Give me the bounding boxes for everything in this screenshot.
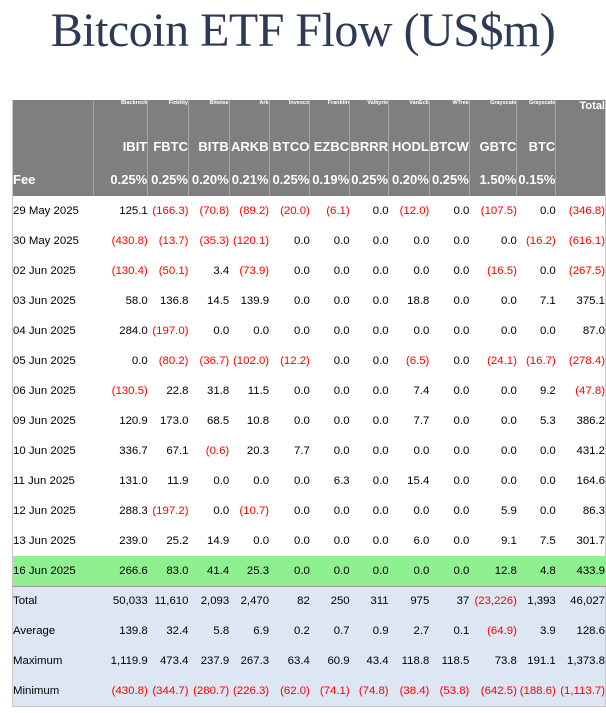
- total-header: Total: [556, 100, 606, 130]
- summary-total: (1,113.7): [556, 676, 606, 706]
- flow-value: 0.0: [333, 505, 350, 517]
- flow-value: 0.0: [453, 415, 470, 427]
- flow-value: 7.1: [539, 295, 556, 307]
- ticker-corner: [13, 130, 94, 162]
- summary-value: (344.7): [148, 676, 189, 706]
- issuer-label: Valkyrie: [350, 100, 389, 130]
- flow-value: 0.0: [501, 475, 517, 487]
- flow-value: (20.0): [280, 205, 310, 217]
- flow-value: 25.2: [166, 535, 189, 547]
- summary-value: 6.9: [229, 616, 269, 646]
- page-title: Bitcoin ETF Flow (US$m): [50, 4, 556, 57]
- flow-value: 266.6: [93, 556, 148, 586]
- summary-value: (188.6): [517, 676, 556, 706]
- flow-value: 0.0: [333, 355, 350, 367]
- table-row: [13, 526, 606, 556]
- flow-value: 0.0: [372, 355, 389, 367]
- issuer-label: Invesco: [269, 100, 310, 130]
- flow-value: 0.0: [372, 535, 389, 547]
- issuer-label: Grayscale: [517, 100, 556, 130]
- flow-value: (197.2): [152, 505, 189, 517]
- flow-value: 0.0: [372, 265, 389, 277]
- row-total: (267.5): [568, 265, 605, 277]
- table-row: [13, 406, 606, 436]
- summary-value: 250: [310, 586, 350, 616]
- summary-value: (53.8): [429, 676, 469, 706]
- flow-value: 120.9: [119, 415, 148, 427]
- flow-value: 0.0: [269, 556, 310, 586]
- issuer-label: VanEck: [389, 100, 430, 130]
- fee-value: 0.19%: [310, 162, 350, 196]
- fee-value: 0.25%: [269, 162, 310, 196]
- flow-value: 0.0: [413, 505, 430, 517]
- ticker-label: BTCW: [429, 130, 469, 162]
- summary-value: 267.3: [229, 646, 269, 676]
- row-total: (278.4): [568, 355, 605, 367]
- fee-value: 0.21%: [229, 162, 269, 196]
- flow-value: 5.9: [501, 505, 517, 517]
- flow-value: 0.0: [501, 385, 517, 397]
- flow-value: 0.0: [453, 475, 470, 487]
- fee-value: 0.25%: [350, 162, 389, 196]
- flow-value: 0.0: [333, 535, 350, 547]
- flow-value: 14.5: [207, 295, 230, 307]
- flow-value: 67.1: [166, 445, 189, 457]
- table-row: [13, 286, 606, 316]
- flow-value: (102.0): [233, 355, 270, 367]
- summary-row: [13, 616, 606, 646]
- flow-value: 0.0: [453, 355, 470, 367]
- row-total: 86.3: [582, 505, 605, 517]
- flow-value: (107.5): [480, 205, 517, 217]
- flow-value: (430.8): [111, 235, 148, 247]
- row-date: 11 Jun 2025: [13, 475, 75, 487]
- ticker-label: BTC: [517, 130, 556, 162]
- flow-value: 336.7: [119, 445, 148, 457]
- row-date: 12 Jun 2025: [13, 505, 76, 517]
- flow-value: 0.0: [413, 265, 430, 277]
- table-body: [13, 100, 606, 706]
- flow-value: (36.7): [199, 355, 230, 367]
- flow-value: 0.0: [333, 265, 350, 277]
- row-total: 433.9: [556, 556, 606, 586]
- flow-value: 68.5: [207, 415, 230, 427]
- flow-value: 0.0: [293, 265, 310, 277]
- flow-value: 0.0: [293, 505, 310, 517]
- flow-value: 0.0: [539, 445, 556, 457]
- flow-value: 136.8: [159, 295, 189, 307]
- flow-value: 20.3: [246, 445, 270, 457]
- flow-value: 9.1: [501, 535, 517, 547]
- ticker-label: FBTC: [148, 130, 189, 162]
- flow-value: 0.0: [539, 265, 556, 277]
- flow-value: (73.9): [239, 265, 270, 277]
- summary-value: 311: [350, 586, 389, 616]
- summary-value: (430.8): [93, 676, 148, 706]
- row-total: 164.6: [576, 475, 605, 487]
- fee-value: 1.50%: [469, 162, 517, 196]
- flow-value: 0.0: [372, 415, 389, 427]
- summary-value: (280.7): [188, 676, 229, 706]
- flow-value: 0.0: [389, 556, 430, 586]
- fee-value: 0.20%: [389, 162, 430, 196]
- summary-value: 1,393: [517, 586, 556, 616]
- summary-label: Maximum: [13, 646, 94, 676]
- flow-value: 0.0: [501, 325, 517, 337]
- fee-value: 0.15%: [517, 162, 556, 196]
- issuer-label: Franklin: [310, 100, 350, 130]
- summary-value: 2,470: [229, 586, 269, 616]
- flow-value: 288.3: [119, 505, 148, 517]
- summary-value: 5.8: [188, 616, 229, 646]
- row-total: (616.1): [568, 235, 605, 247]
- fee-label: Fee: [13, 162, 94, 196]
- table-row: [13, 256, 606, 286]
- flow-value: 0.0: [413, 235, 430, 247]
- table-row-highlighted: [13, 556, 606, 586]
- flow-value: 0.0: [213, 475, 230, 487]
- row-date: 29 May 2025: [13, 205, 79, 217]
- summary-value: 1,119.9: [93, 646, 148, 676]
- flow-value: 0.0: [350, 556, 389, 586]
- etf-flow-table: [12, 100, 606, 707]
- flow-value: 0.0: [333, 325, 350, 337]
- flow-value: 0.0: [372, 505, 389, 517]
- flow-value: 0.0: [213, 325, 230, 337]
- flow-value: 14.9: [207, 535, 230, 547]
- flow-value: 18.8: [407, 295, 430, 307]
- flow-value: 0.0: [453, 325, 470, 337]
- flow-value: 0.0: [453, 505, 470, 517]
- table-row: [13, 376, 606, 406]
- row-date: 04 Jun 2025: [13, 325, 76, 337]
- flow-value: 15.4: [407, 475, 430, 487]
- summary-row: [13, 586, 606, 616]
- flow-value: 0.0: [372, 445, 389, 457]
- flow-value: 22.8: [166, 385, 189, 397]
- issuer-label: Fidelity: [148, 100, 189, 130]
- flow-value: 9.2: [539, 385, 556, 397]
- table-row: [13, 466, 606, 496]
- summary-value: 43.4: [350, 646, 389, 676]
- flow-value: 239.0: [119, 535, 148, 547]
- flow-value: 31.8: [207, 385, 230, 397]
- summary-total: 46,027: [556, 586, 606, 616]
- flow-value: 0.0: [501, 235, 517, 247]
- summary-value: 0.9: [350, 616, 389, 646]
- flow-value: (50.1): [158, 265, 189, 277]
- row-date: 10 Jun 2025: [13, 445, 76, 457]
- flow-value: 0.0: [372, 235, 389, 247]
- summary-value: (74.8): [350, 676, 389, 706]
- flow-value: (0.6): [205, 445, 230, 457]
- summary-value: (23,226): [469, 586, 517, 616]
- fee-total-blank: [556, 162, 606, 196]
- row-total: 375.1: [576, 295, 605, 307]
- flow-value: 0.0: [372, 385, 389, 397]
- flow-value: 0.0: [293, 385, 310, 397]
- flow-value: 11.5: [247, 385, 270, 397]
- ticker-label: GBTC: [469, 130, 517, 162]
- flow-value: 0.0: [539, 205, 556, 217]
- flow-value: (16.2): [526, 235, 556, 247]
- summary-value: 73.8: [469, 646, 517, 676]
- flow-value: 7.4: [413, 385, 430, 397]
- flow-value: 0.0: [501, 295, 517, 307]
- flow-value: 0.0: [453, 445, 470, 457]
- summary-value: 0.7: [310, 616, 350, 646]
- row-date: 06 Jun 2025: [13, 385, 76, 397]
- flow-value: 12.8: [469, 556, 517, 586]
- fee-value: 0.25%: [429, 162, 469, 196]
- flow-value: (16.5): [487, 265, 517, 277]
- row-date: 02 Jun 2025: [13, 265, 76, 277]
- fee-value: 0.25%: [148, 162, 189, 196]
- ticker-header-row: [13, 130, 606, 162]
- table-row: [13, 226, 606, 256]
- flow-value: (12.0): [399, 205, 430, 217]
- summary-value: 118.5: [429, 646, 469, 676]
- fee-value: 0.20%: [188, 162, 229, 196]
- flow-value: 4.8: [517, 556, 556, 586]
- table-row: [13, 196, 606, 226]
- flow-value: 0.0: [372, 325, 389, 337]
- summary-value: 2.7: [389, 616, 430, 646]
- ticker-label: BITB: [188, 130, 229, 162]
- summary-label: Average: [13, 616, 94, 646]
- ticker-label: IBIT: [93, 130, 148, 162]
- flow-value: 0.0: [293, 415, 310, 427]
- flow-value: 7.7: [413, 415, 430, 427]
- summary-value: (74.1): [310, 676, 350, 706]
- flow-value: 7.7: [293, 445, 310, 457]
- fee-row: [13, 162, 606, 196]
- summary-value: (226.3): [229, 676, 269, 706]
- flow-value: 0.0: [429, 556, 469, 586]
- header-corner: [13, 100, 94, 130]
- flow-value: (13.7): [158, 235, 189, 247]
- flow-value: 0.0: [413, 325, 430, 337]
- flow-value: (130.5): [111, 385, 148, 397]
- flow-value: 0.0: [333, 295, 350, 307]
- summary-total: 128.6: [556, 616, 606, 646]
- flow-value: 0.0: [293, 325, 310, 337]
- row-date: 05 Jun 2025: [13, 355, 76, 367]
- flow-value: 25.3: [229, 556, 269, 586]
- flow-value: (6.1): [326, 205, 350, 217]
- flow-value: (70.8): [199, 205, 230, 217]
- fee-value: 0.25%: [93, 162, 148, 196]
- issuer-label: Grayscale: [469, 100, 517, 130]
- issuer-label: WTree: [429, 100, 469, 130]
- flow-value: 0.0: [293, 235, 310, 247]
- flow-value: 0.0: [131, 355, 148, 367]
- flow-value: 83.0: [148, 556, 189, 586]
- flow-value: 0.0: [453, 385, 470, 397]
- flow-value: 125.1: [119, 205, 148, 217]
- flow-value: 0.0: [453, 265, 470, 277]
- flow-value: 0.0: [372, 475, 389, 487]
- table-row: [13, 496, 606, 526]
- summary-value: 2,093: [188, 586, 229, 616]
- flow-value: 173.0: [159, 415, 189, 427]
- summary-value: 0.1: [429, 616, 469, 646]
- summary-value: 237.9: [188, 646, 229, 676]
- summary-value: 191.1: [517, 646, 556, 676]
- flow-value: 5.3: [539, 415, 556, 427]
- flow-value: 0.0: [293, 295, 310, 307]
- flow-value: (16.7): [526, 355, 556, 367]
- issuer-header-row: [13, 100, 606, 130]
- summary-label: Minimum: [13, 676, 94, 706]
- summary-value: (38.4): [389, 676, 430, 706]
- summary-label: Total: [13, 586, 94, 616]
- flow-value: 0.0: [333, 445, 350, 457]
- flow-value: (120.1): [233, 235, 270, 247]
- flow-value: 0.0: [372, 205, 389, 217]
- flow-value: (89.2): [239, 205, 270, 217]
- flow-value: 10.8: [246, 415, 270, 427]
- summary-value: 37: [429, 586, 469, 616]
- flow-value: 0.0: [453, 295, 470, 307]
- flow-value: 131.0: [119, 475, 148, 487]
- summary-value: 473.4: [148, 646, 189, 676]
- summary-value: (64.9): [469, 616, 517, 646]
- flow-value: 0.0: [253, 325, 270, 337]
- table-row: [13, 316, 606, 346]
- flow-value: 0.0: [539, 505, 556, 517]
- flow-value: 0.0: [453, 535, 470, 547]
- row-date: 16 Jun 2025: [13, 556, 94, 586]
- ticker-total-blank: [556, 130, 606, 162]
- summary-total: 1,373.8: [556, 646, 606, 676]
- summary-value: 60.9: [310, 646, 350, 676]
- summary-value: 3.9: [517, 616, 556, 646]
- flow-value: 0.0: [310, 556, 350, 586]
- summary-value: 63.4: [269, 646, 310, 676]
- flow-value: 0.0: [453, 235, 470, 247]
- flow-value: (80.2): [158, 355, 189, 367]
- summary-value: 139.8: [93, 616, 148, 646]
- ticker-label: ARKB: [229, 130, 269, 162]
- flow-value: 0.0: [501, 445, 517, 457]
- issuer-label: Ark: [229, 100, 269, 130]
- flow-value: 0.0: [539, 325, 556, 337]
- flow-value: (6.5): [405, 355, 430, 367]
- flow-value: (197.0): [152, 325, 189, 337]
- flow-value: 0.0: [413, 445, 430, 457]
- summary-value: 82: [269, 586, 310, 616]
- flow-value: 0.0: [501, 415, 517, 427]
- flow-value: 11.9: [167, 475, 189, 487]
- row-total: (346.8): [568, 205, 605, 217]
- summary-value: 11,610: [148, 586, 189, 616]
- row-total: 386.2: [576, 415, 605, 427]
- flow-value: 3.4: [213, 265, 230, 277]
- flow-value: 0.0: [253, 475, 270, 487]
- flow-value: (35.3): [199, 235, 230, 247]
- summary-value: (642.5): [469, 676, 517, 706]
- summary-value: 50,033: [93, 586, 148, 616]
- flow-value: 0.0: [253, 535, 270, 547]
- flow-value: 0.0: [293, 535, 310, 547]
- summary-row: [13, 676, 606, 706]
- summary-value: 118.8: [389, 646, 430, 676]
- ticker-label: EZBC: [310, 130, 350, 162]
- ticker-label: BTCO: [269, 130, 310, 162]
- table-row: [13, 436, 606, 466]
- row-total: 301.7: [576, 535, 605, 547]
- summary-value: (62.0): [269, 676, 310, 706]
- row-date: 09 Jun 2025: [13, 415, 76, 427]
- flow-value: 0.0: [293, 475, 310, 487]
- flow-value: 6.3: [333, 475, 350, 487]
- flow-value: 41.4: [188, 556, 229, 586]
- ticker-label: HODL: [389, 130, 430, 162]
- flow-value: (166.3): [152, 205, 189, 217]
- flow-value: 58.0: [125, 295, 148, 307]
- flow-value: 0.0: [333, 415, 350, 427]
- issuer-label: Blackrock: [93, 100, 148, 130]
- row-date: 30 May 2025: [13, 235, 79, 247]
- summary-row: [13, 646, 606, 676]
- row-total: (47.8): [575, 385, 605, 397]
- flow-value: 0.0: [213, 505, 230, 517]
- flow-value: (130.4): [111, 265, 148, 277]
- flow-value: 0.0: [372, 295, 389, 307]
- row-total: 87.0: [582, 325, 605, 337]
- summary-value: 32.4: [148, 616, 189, 646]
- row-date: 13 Jun 2025: [13, 535, 76, 547]
- flow-value: (10.7): [239, 505, 270, 517]
- flow-value: 7.5: [539, 535, 556, 547]
- flow-value: 0.0: [453, 205, 470, 217]
- flow-value: 0.0: [333, 235, 350, 247]
- row-total: 431.2: [576, 445, 605, 457]
- row-date: 03 Jun 2025: [13, 295, 76, 307]
- table-row: [13, 346, 606, 376]
- flow-value: (24.1): [487, 355, 517, 367]
- issuer-label: Bitwise: [188, 100, 229, 130]
- flow-value: 0.0: [333, 385, 350, 397]
- flow-value: 284.0: [119, 325, 148, 337]
- flow-value: 139.9: [240, 295, 270, 307]
- flow-value: (12.2): [280, 355, 310, 367]
- summary-value: 975: [389, 586, 430, 616]
- ticker-label: BRRR: [350, 130, 389, 162]
- summary-value: 0.2: [269, 616, 310, 646]
- flow-value: 6.0: [413, 535, 430, 547]
- flow-value: 0.0: [539, 475, 556, 487]
